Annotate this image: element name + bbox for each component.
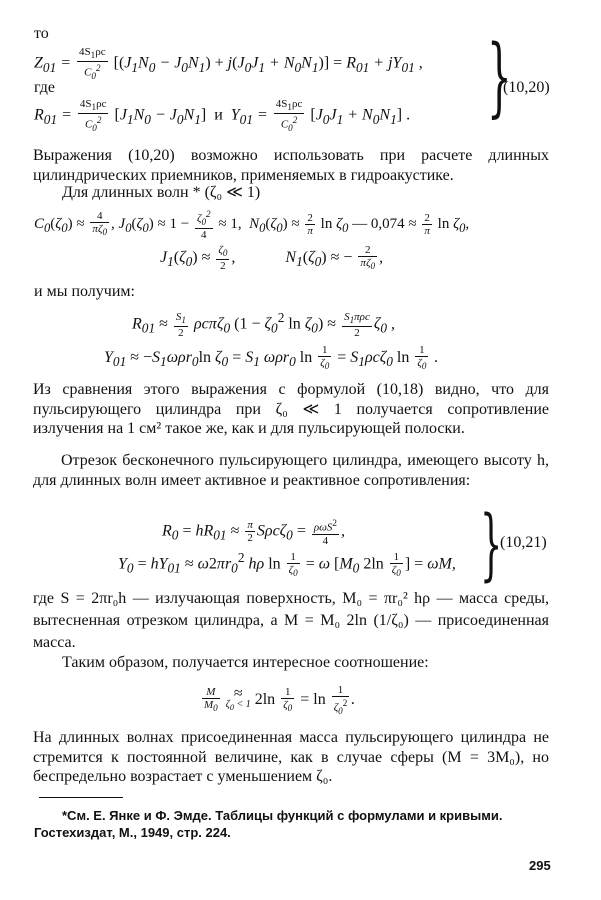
paragraph-long-waves-text: Для длинных волн * (ζ₀ ≪ 1) <box>62 184 261 201</box>
equation-r01-y01: $R_{01}$ = $\frac{4S_1\rho c}{C_0^2}$ $[J_1N_0 - J_0N_1]$ и $Y_{01}$ = $\frac{4S_1\rho c}{C_0^2}$ $[J_0J_1 + N_0N_1]$ . <box>34 98 411 134</box>
paragraph-definitions: где S = 2πr₀h — излучающая поверхность, M₀ = πr₀² hρ — масса среды, вытесненная отрезком цилиндра, а M = M₀ 2ln (1/ζ₀) — присоединенная масса. <box>33 590 549 651</box>
equation-r01-long: $R_{01}$ ≈ $\frac{S_1}{2}$ ρcπζ$_0$ ($1 - \zeta_0^2$ $\ln \zeta_0$) ≈ $\frac{S_1\pi\rho c}{2}$ $\zeta_0$ , <box>132 310 395 339</box>
equation-r0: $R_0 = hR_{01}$ ≈ $\frac{\pi}{2}$ Sρcζ$_0$ = $\frac{\rho\omega S^2}{4}$ , <box>162 518 345 547</box>
equation-label-1021: (10,21) <box>500 534 547 551</box>
paragraph-hydroacoustics: Выражения (10,20) возможно использовать при расчете длинных цилиндрических приемников, применяемых в гидроакустике. <box>33 147 549 184</box>
paragraph-conclusion: На длинных волнах присоединенная масса пульсирующего цилиндра не стремится к постоянной величине, как в случае сферы (M = 3M₀), но беспредельно возрастает с уменьшением ζ₀. <box>33 729 549 785</box>
intro-word: то <box>34 25 49 42</box>
equation-label-1020: (10,20) <box>503 79 550 96</box>
paragraph-interesting-ratio: Таким образом, получается интересное соотношение: <box>62 654 429 671</box>
where-word-1: где <box>34 79 56 96</box>
equation-y01-long: $Y_{01} \approx -S_1\omega\rho r_0\ln$ $\zeta_0 = S_1$ ωρr$_0$ ln $\frac{1}{\zeta_0}$ = $S_1\rho c\zeta_0$ ln $\frac{1}{\zeta_0}$ . <box>104 344 439 372</box>
brace-1020: } <box>487 27 512 127</box>
page-number: 295 <box>529 858 551 873</box>
paragraph-comparison: Из сравнения этого выражения с формулой (10,18) видно, что для пульсирующего цилиндра при ζ₀ ≪ 1 получается сопротивление излучения на 1 см² такое же, как и для пульсирующей полоски. <box>33 381 549 437</box>
equation-y0: $Y_0 = hY_{01} \approx \omega 2\pi r_0^2$ hρ ln $\frac{1}{\zeta_0}$ = ω [$M_0$ 2ln $\frac{1}{\zeta_0}$ ] = ωM, <box>118 550 456 578</box>
equation-mass-ratio: $\frac{M}{M_0}$ ≈ $\zeta_0 < 1$ 2ln $\frac{1}{\zeta_0}$ = ln $\frac{1}{\zeta_0^2}$ . <box>204 684 356 716</box>
equation-j1-n1: $J_1(\zeta_0)$ ≈ $\frac{\zeta_0}{2}$ , $N_1(\zeta_0)$ ≈ − $\frac{2}{\pi\zeta_0}$ , <box>160 244 384 273</box>
brace-1021: } <box>480 500 503 590</box>
paragraph-long-waves <box>62 183 260 202</box>
paragraph-cylinder-segment: Отрезок бесконечного пульсирующего цилиндра, имеющего высоту h, для длинных волн имеет активное и реактивное сопротивления: <box>33 452 549 489</box>
equation-z01: $Z_{01}$ = $\frac{4S_1\rho c}{C_0^2}$ $[(J_1N_0 - J_0N_1) + j(J_0J_1 + N_0N_1)] = R_{01} + jY_{01}$ , <box>34 46 423 82</box>
footnote: *См. Е. Янке и Ф. Эмде. Таблицы функций с формулами и кривыми. Гостехиздат, М., 1949, стр. 224. <box>34 808 503 840</box>
footnote-rule <box>39 797 123 798</box>
equation-c0-j0-n0: $C_0(\zeta_0)$ ≈ $\frac{4}{\pi\zeta_0}$ , $J_0(\zeta_0) \approx 1$ − $\frac{\zeta_0^2}{4}$ ≈ 1, $N_0(\zeta_0)$ ≈ $\frac{2}{\pi}$ $\ln \zeta_0$ — 0,074 ≈ $\frac{2}{\pi}$ $\ln \zeta_0$, <box>34 209 470 241</box>
paragraph-we-get: и мы получим: <box>34 283 135 300</box>
